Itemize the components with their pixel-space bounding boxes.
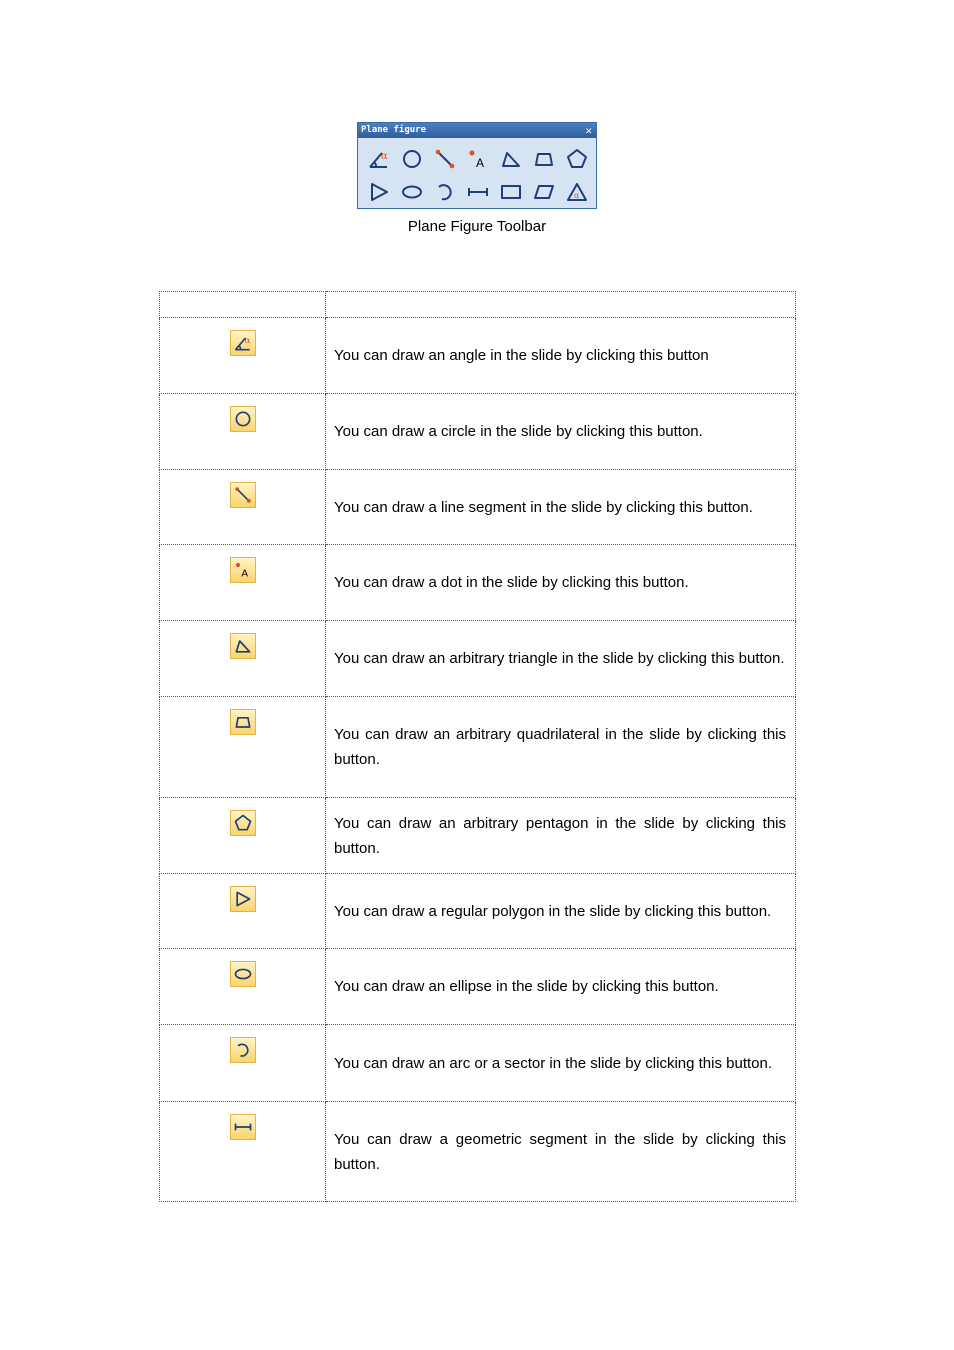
table-row [160,394,796,470]
figure-caption: Plane Figure Toolbar [407,218,547,235]
toolbar-row-1 [362,142,594,175]
icon-cell [160,874,326,949]
circle-button[interactable] [395,144,428,174]
table-row [160,1025,796,1102]
pentagon-icon [565,147,589,171]
description-cell: You can draw a regular polygon in the slide by clicking this button. [326,874,796,949]
button-description-table [159,291,796,1202]
table-row [160,697,796,798]
icon-button-image [230,557,256,583]
table-header-row [160,292,796,318]
icon-button-image [230,886,256,912]
description-cell: You can draw an angle in the slide by clicking this button [326,318,796,394]
dot-icon [466,147,490,171]
ellipse-icon [233,964,253,984]
svg-text:α: α [380,150,388,162]
header-cell-description [326,292,796,318]
icon-button-image [230,1037,256,1063]
geometric-segment-icon [233,1117,253,1137]
regular-polygon-icon [233,889,253,909]
table-row [160,874,796,949]
icon-button-image [230,406,256,432]
pentagon-button[interactable] [560,144,593,174]
icon-cell [160,697,326,798]
description-cell: You can draw an arc or a sector in the slide by clicking this button. [326,1025,796,1102]
quadrilateral-icon [233,712,253,732]
toolbar-row-2 [362,175,594,208]
description-cell: You can draw an arbitrary pentagon in the slide by clicking this button. [326,798,796,874]
plane-figure-toolbar [357,122,597,209]
icon-cell [160,1025,326,1102]
angle-button[interactable] [362,144,395,174]
icon-button-image [230,961,256,987]
table-row [160,949,796,1025]
line-segment-icon [233,485,253,505]
ellipse-icon [400,180,424,204]
icon-cell [160,318,326,394]
icon-button-image [230,633,256,659]
table-row [160,545,796,621]
triangle-icon [499,147,523,171]
arc-icon [233,1040,253,1060]
circle-icon [233,409,253,429]
rectangle-button[interactable] [494,177,527,207]
rectangle-icon [499,180,523,204]
icon-cell [160,798,326,874]
triangle-button[interactable] [494,144,527,174]
table-row [160,1102,796,1202]
icon-cell [160,470,326,545]
icon-button-image [230,330,256,356]
svg-text:A: A [475,155,484,170]
dot-icon [233,560,253,580]
quadrilateral-button[interactable] [527,144,560,174]
icon-cell [160,545,326,621]
quadrilateral-icon [532,147,556,171]
description-cell: You can draw an arbitrary triangle in the slide by clicking this button. [326,621,796,697]
regular-polygon-icon [367,180,391,204]
description-cell: You can draw an arbitrary quadrilateral in the slide by clicking this button. [326,697,796,798]
dot-button[interactable] [461,144,494,174]
description-cell: You can draw a line segment in the slide by clicking this button. [326,470,796,545]
toolbar-titlebar[interactable] [358,123,596,138]
icon-cell [160,949,326,1025]
regular-polygon-button[interactable] [362,177,395,207]
table-row [160,318,796,394]
parallelogram-icon [532,180,556,204]
icon-button-image [230,810,256,836]
table-row [160,798,796,874]
arc-icon [433,180,457,204]
icon-button-image [230,709,256,735]
description-cell: You can draw a circle in the slide by clicking this button. [326,394,796,470]
geometric-segment-button[interactable] [461,177,494,207]
svg-text:A: A [240,568,248,580]
icon-button-image [230,1114,256,1140]
description-cell: You can draw a geometric segment in the slide by clicking this button. [326,1102,796,1202]
arc-button[interactable] [428,177,461,207]
table-row [160,621,796,697]
line-segment-icon [433,147,457,171]
ellipse-button[interactable] [395,177,428,207]
angle-icon [367,147,391,171]
line-segment-button[interactable] [428,144,461,174]
table-row [160,470,796,545]
triangle-angle-icon [565,180,589,204]
triangle-icon [233,636,253,656]
svg-text:α: α [244,335,250,345]
circle-icon [400,147,424,171]
parallelogram-button[interactable] [527,177,560,207]
header-cell-icon [160,292,326,318]
icon-button-image [230,482,256,508]
description-cell: You can draw a dot in the slide by clicking this button. [326,545,796,621]
icon-cell [160,1102,326,1202]
svg-text:α: α [573,190,579,200]
icon-cell [160,621,326,697]
angle-icon [233,333,253,353]
toolbar-title: Plane figure [361,125,427,135]
pentagon-icon [233,813,253,833]
close-icon[interactable]: ✕ [585,124,592,137]
geometric-segment-icon [466,180,490,204]
icon-cell [160,394,326,470]
description-cell: You can draw an ellipse in the slide by clicking this button. [326,949,796,1025]
triangle-angle-button[interactable] [560,177,593,207]
